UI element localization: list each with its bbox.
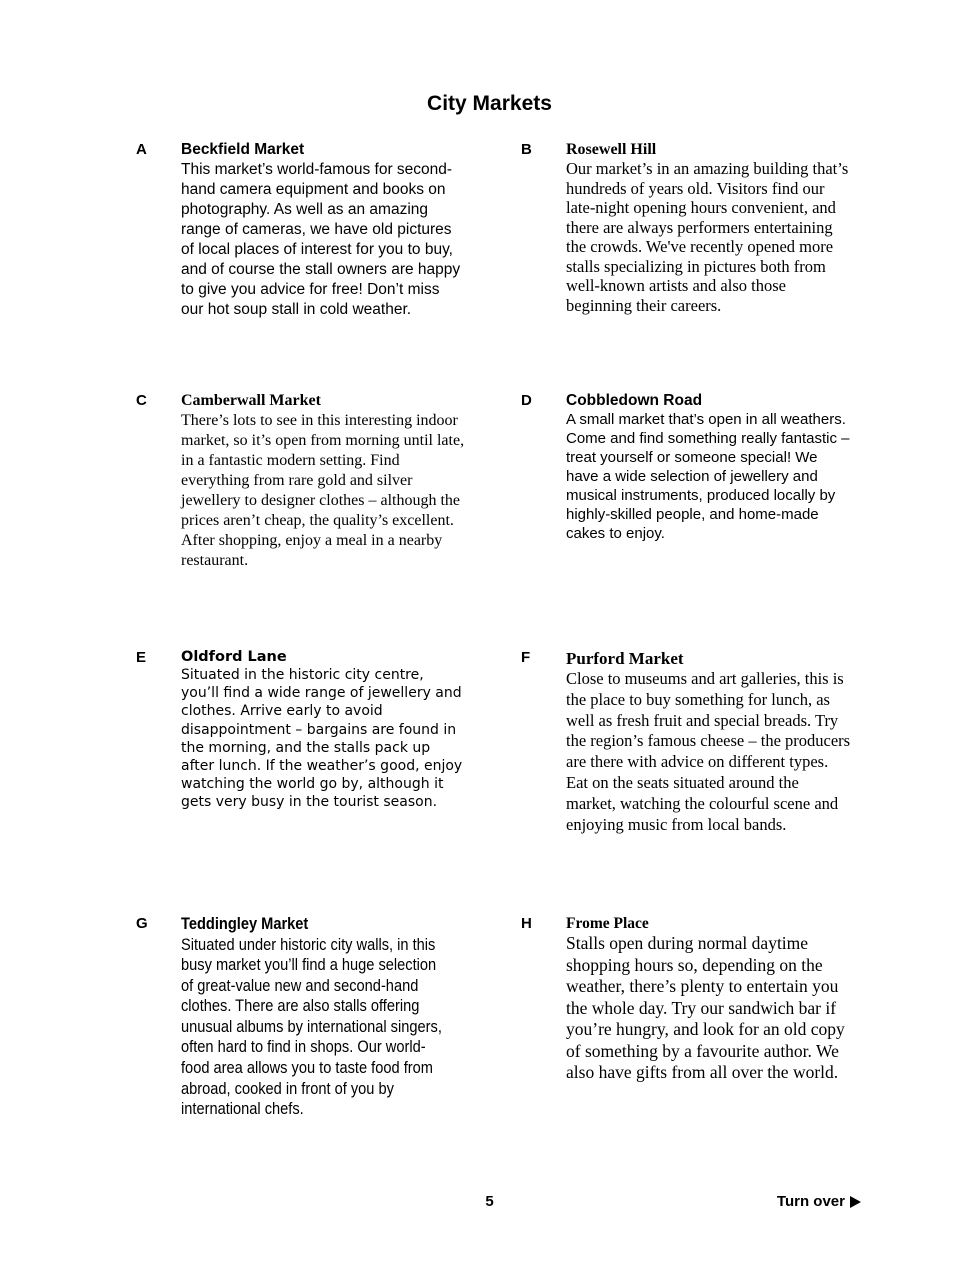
market-entry-h (521, 914, 851, 1084)
entry-letter: D (521, 392, 532, 409)
entry-heading: Teddingley Market (181, 914, 309, 933)
market-entry-e (136, 648, 466, 812)
entry-body: This market’s world-famous for second-hand camera equipment and books on photography. As well as an amazing range of cameras, we have old pictures of local places of interest for you to buy, and of course the stall owners are happy to give you advice for free! Don’t miss our hot soup stall in cold weather. (181, 161, 461, 318)
entry-text-block (181, 914, 448, 1120)
entry-letter: H (521, 915, 532, 932)
entry-heading: Cobbledown Road (566, 392, 703, 409)
market-entry-d (521, 391, 851, 543)
market-entry-a (136, 140, 461, 320)
entry-heading: Purford Market (566, 649, 684, 668)
market-entry-c (136, 391, 466, 571)
market-entry-b (521, 140, 851, 315)
entry-body: Our market’s in an amazing building that’s hundreds of years old. Visitors find our late-night opening hours convenient, and there are always performers entertaining the crowds. We've recently opened more stalls specializing in pictures both from well-known artists and also those beginning their careers. (566, 159, 849, 315)
entry-letter: B (521, 141, 532, 158)
page-number: 5 (485, 1193, 494, 1210)
entry-letter: A (136, 141, 147, 158)
entry-letter: C (136, 392, 147, 409)
entry-body: Situated in the historic city centre, you’ll find a wide range of jewellery and clothes. Arrive early to avoid disappointment – bargains are found in the morning, and the stalls pack up after lunch. If the weather’s good, enjoy watching the world go by, although it gets very busy in the tourist season. (181, 667, 463, 811)
entry-heading: Beckfield Market (181, 141, 305, 158)
entry-body: A small market that’s open in all weathers. Come and find something really fantastic – treat yourself or someone special! We have a wide selection of jewellery and musical instruments, produced locally by highly-skilled people, and home-made cakes to enjoy. (566, 411, 850, 542)
entry-heading: Frome Place (566, 915, 649, 932)
entry-heading: Oldford Lane (181, 649, 287, 665)
turn-over-text: Turn over (776, 1193, 845, 1210)
turn-over-label (777, 1193, 861, 1210)
entry-letter: E (136, 649, 147, 666)
entry-body: Close to museums and art galleries, this is the place to buy something for lunch, as well as fresh fruit and special breads. Try the region’s famous cheese – the producers are there with advice on different types. Eat on the seats situated around the market, watching the colourful scene and enjoying music from local bands. (566, 669, 851, 834)
entry-body: Situated under historic city walls, in this busy market you’ll find a huge selection of great-value new and second-hand clothes. There are also stalls offering unusual albums by international singers, often hard to find in shops. Our world-food area allows you to taste food from abroad, cooked in front of you by international chefs. (181, 934, 442, 1119)
entry-letter: F (521, 649, 531, 666)
entry-body: There’s lots to see in this interesting indoor market, so it’s open from morning until late, in a fantastic modern setting. Find everything from rare gold and silver jewellery to designer clothes – although the prices aren’t cheap, the quality’s excellent. After shopping, enjoy a meal in a nearby restaurant. (181, 412, 465, 569)
page-title: City Markets (427, 92, 552, 115)
entry-body: Stalls open during normal daytime shopping hours so, depending on the weather, there’s plenty to entertain you the whole day. Try our sandwich bar if you’re hungry, and look for an old copy of something by a favourite author. We also have gifts from all over the world. (566, 933, 845, 1082)
market-entry-f (521, 648, 851, 835)
entry-heading: Camberwall Market (181, 392, 321, 409)
entry-letter: G (136, 915, 148, 932)
right-triangle-icon (850, 1196, 861, 1208)
entry-heading: Rosewell Hill (566, 141, 657, 158)
market-entry-g (136, 914, 491, 1120)
